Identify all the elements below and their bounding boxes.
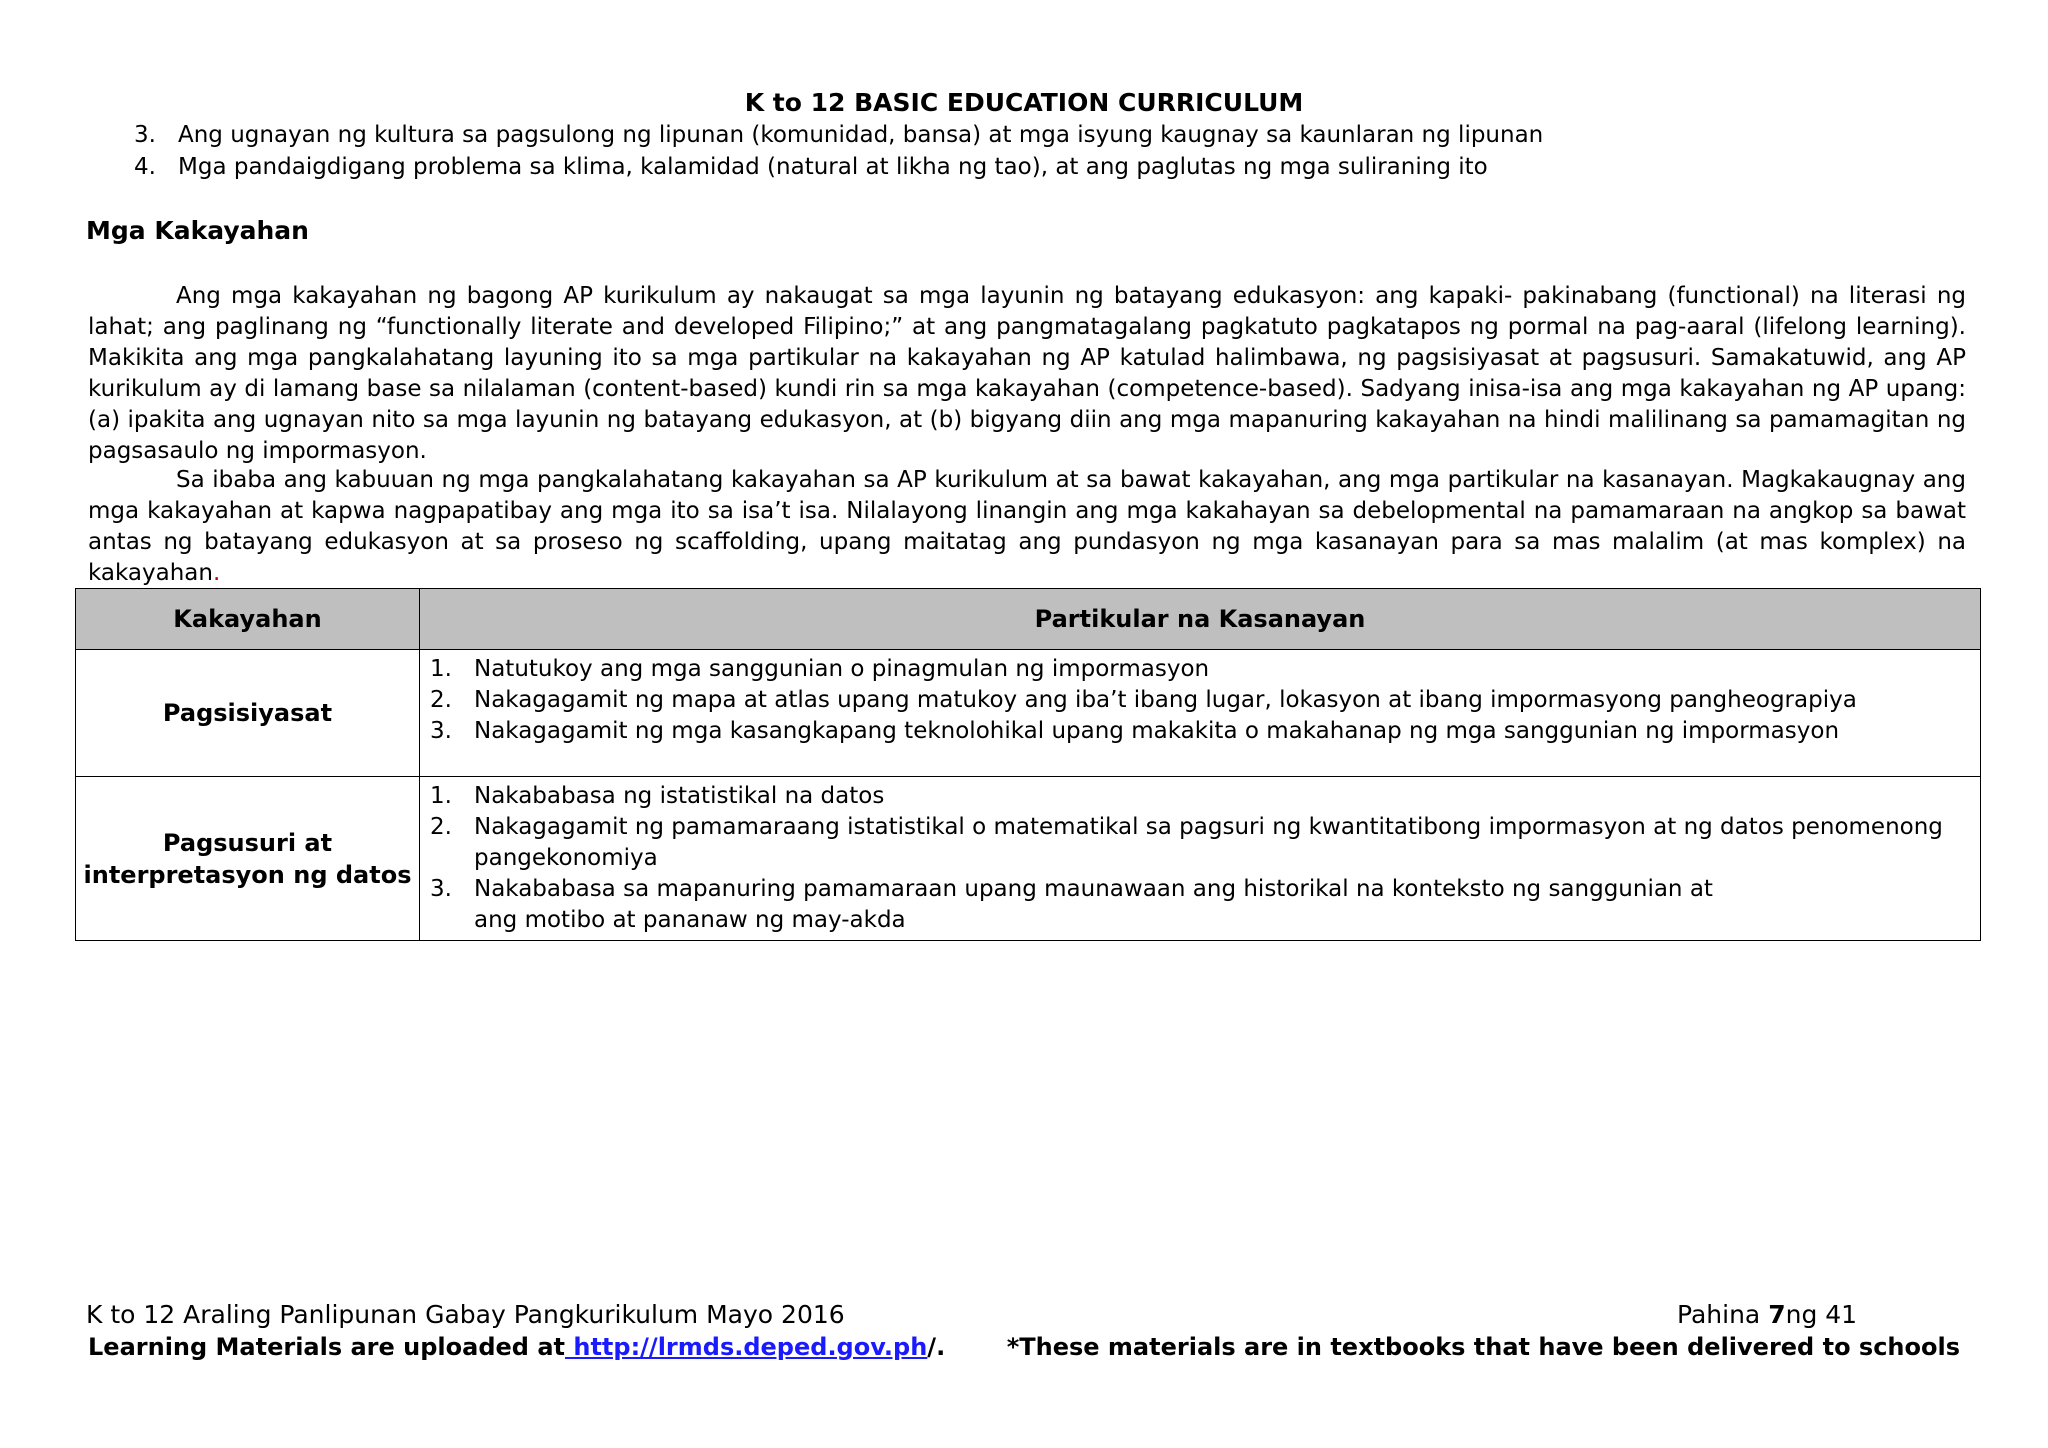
- page-num: 7: [1768, 1300, 1786, 1329]
- lrmds-link[interactable]: http://lrmds.deped.gov.ph: [565, 1333, 928, 1361]
- list-item: [134, 154, 1488, 180]
- skill-line-2: interpretasyon ng datos: [83, 860, 412, 889]
- list-item-number: 3.: [134, 122, 156, 148]
- skill-cell: [76, 777, 420, 941]
- footer-page-number: [1677, 1300, 1857, 1329]
- list-item: [430, 654, 1968, 685]
- list-item: [134, 122, 1543, 148]
- section-heading: Mga Kakayahan: [86, 216, 309, 245]
- upload-end: /.: [927, 1333, 946, 1361]
- list-item: [430, 874, 1968, 936]
- item-text-line-1: Nakababasa sa mapanuring pamamaraan upang maunawaan ang historikal na konteksto ng sanggunian at: [474, 876, 1713, 902]
- list-item-text: Mga pandaigdigang problema sa klima, kalamidad (natural at likha ng tao), at ang paglutas ng mga suliraning ito: [178, 154, 1488, 180]
- footer-doc-name: K to 12 Araling Panlipunan Gabay Pangkurikulum Mayo 2016: [86, 1300, 845, 1329]
- skill-line-1: Pagsusuri at: [162, 828, 333, 857]
- page-suffix: ng 41: [1785, 1300, 1858, 1329]
- item-text-line-2: pangekonomiya: [474, 845, 658, 871]
- list-item: [430, 781, 1968, 812]
- item-number: 3.: [430, 718, 452, 744]
- item-number: 1.: [430, 783, 452, 809]
- list-item: [430, 685, 1968, 716]
- item-text-line-2: ang motibo at pananaw ng may-akda: [474, 907, 906, 933]
- paragraph-2: [88, 465, 1966, 589]
- footer-textbook-note: *These materials are in textbooks that have been delivered to schools: [1006, 1333, 1960, 1361]
- item-number: 2.: [430, 814, 452, 840]
- paragraph-2-text: Sa ibaba ang kabuuan ng mga pangkalahatang kakayahan sa AP kurikulum at sa bawat kakayahan, ang mga partikular na kasanayan. Magkakaugnay ang mga kakayahan at kapwa nagpapatibay ang mga ito sa isa’t isa. Nilalayong linangin ang mga kakahayan sa debelopmental na pamamaraan na angkop sa bawat antas ng batayang edukasyon at sa proseso ng scaffolding, upang maitatag ang pundasyon ng mga kasanayan para sa mas malalim (at mas komplex) na kakayahan: [88, 467, 1966, 586]
- list-item: [430, 812, 1968, 874]
- table-row: [76, 650, 1981, 777]
- footer-upload-note: [88, 1333, 945, 1361]
- document-title: K to 12 BASIC EDUCATION CURRICULUM: [744, 88, 1304, 117]
- item-number: 3.: [430, 876, 452, 902]
- item-text: Nakagagamit ng mga kasangkapang teknolohikal upang makakita o makahanap ng mga sanggunian ng impormasyon: [474, 718, 1840, 744]
- competency-table: [75, 588, 1981, 941]
- item-text: [474, 874, 1968, 936]
- table-header-kakayahan: Kakayahan: [76, 589, 420, 650]
- list-item-text: Ang ugnayan ng kultura sa pagsulong ng lipunan (komunidad, bansa) at mga isyung kaugnay sa kaunlaran ng lipunan: [178, 122, 1544, 148]
- item-text: Natutukoy ang mga sanggunian o pinagmulan ng impormasyon: [474, 656, 1210, 682]
- upload-label: Learning Materials are uploaded at: [88, 1333, 565, 1361]
- paragraph-1-text: Ang mga kakayahan ng bagong AP kurikulum ay nakaugat sa mga layunin ng batayang edukasyon: ang kapaki- pakinabang (functional) na literasi ng lahat; ang paglinang ng “functionally literate and developed Filipino;” at ang pangmatagalang pagkatuto pagkatapos ng pormal na pag-aaral (lifelong learning). Makikita ang mga pangkalahatang layuning ito sa mga partikular na kakayahan ng AP katulad halimbawa, ng pagsisiyasat at pagsusuri. Samakatuwid, ang AP kurikulum ay di lamang base sa nilalaman (content-based) kundi rin sa mga kakayahan (competence-based). Sadyang inisa-isa ang mga kakayahan ng AP upang: (a) ipakita ang ugnayan nito sa mga layunin ng batayang edukasyon, at (b) bigyang diin ang mga mapanuring kakayahan na hindi malilinang sa pamamagitan ng pagsasaulo ng impormasyon.: [88, 283, 1966, 464]
- list-item-number: 4.: [134, 154, 156, 180]
- item-text: [474, 812, 1968, 874]
- skill-cell: Pagsisiyasat: [76, 650, 420, 777]
- item-text-line-1: Nakagagamit ng pamamaraang istatistikal o matematikal sa pagsuri ng kwantitatibong impormasyon at ng datos penomenong: [474, 814, 1943, 840]
- list-item: [430, 716, 1968, 747]
- item-text: Nakagagamit ng mapa at atlas upang matukoy ang iba’t ibang lugar, lokasyon at ibang impormasyong pangheograpiya: [474, 687, 1857, 713]
- item-text: Nakababasa ng istatistikal na datos: [474, 783, 885, 809]
- item-number: 2.: [430, 687, 452, 713]
- items-cell: [420, 650, 1981, 777]
- table-header-kasanayan: Partikular na Kasanayan: [420, 589, 1981, 650]
- page-prefix: Pahina: [1677, 1300, 1769, 1329]
- paragraph-1: [88, 281, 1966, 467]
- table-row: [76, 777, 1981, 941]
- item-number: 1.: [430, 656, 452, 682]
- items-cell: [420, 777, 1981, 941]
- paragraph-2-end: .: [212, 560, 221, 586]
